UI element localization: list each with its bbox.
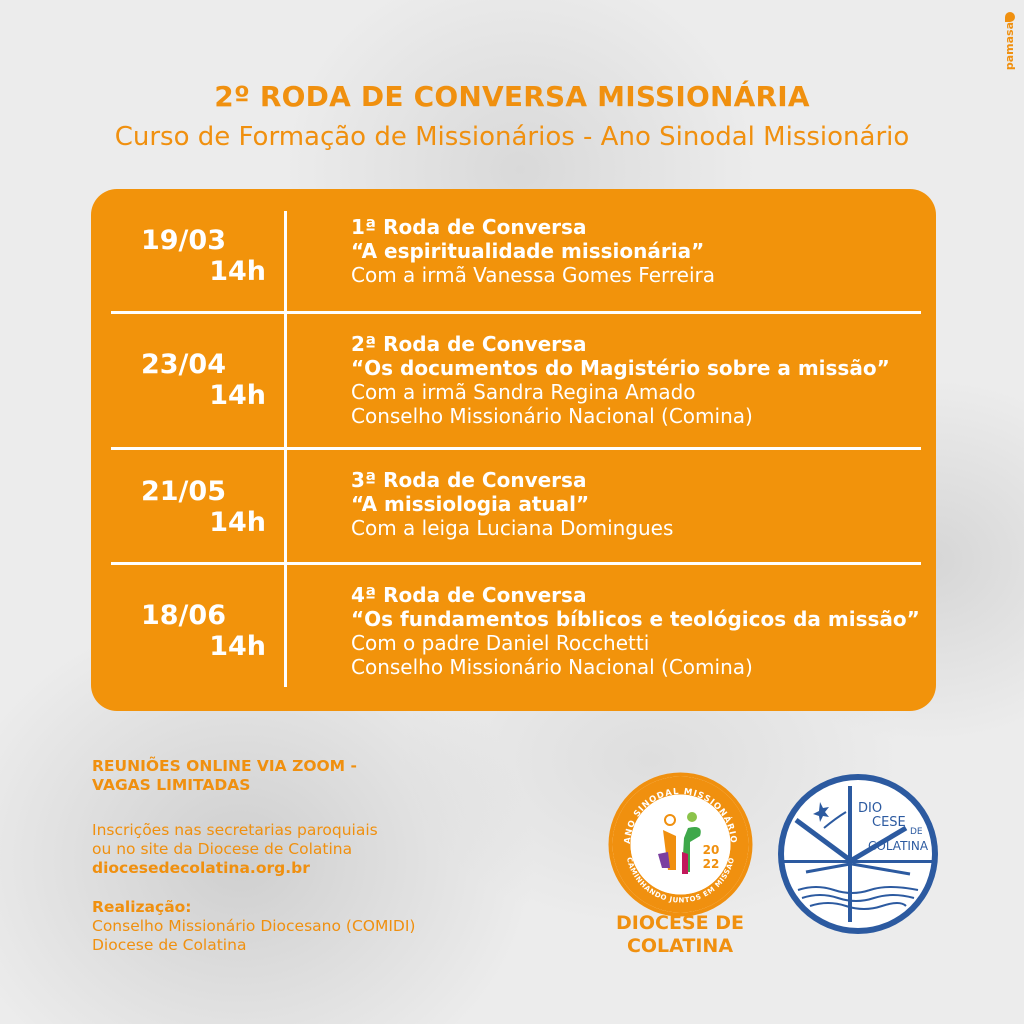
session-name: 2ª Roda de Conversa — [351, 332, 587, 356]
session-name: 3ª Roda de Conversa — [351, 468, 587, 492]
signup-line: Inscrições nas secretarias paroquiais — [92, 821, 378, 839]
session-name: 4ª Roda de Conversa — [351, 583, 587, 607]
session-time: 14h — [209, 507, 266, 538]
schedule-panel — [91, 189, 936, 711]
row-divider — [111, 311, 921, 314]
row-divider — [111, 447, 921, 450]
session-date: 23/04 — [140, 349, 226, 380]
session-date: 18/06 — [140, 600, 226, 631]
ano-sinodal-seal-icon — [608, 772, 753, 917]
seal-year-bottom: 22 — [702, 857, 720, 871]
session-speaker: Com a leiga Luciana Domingues — [351, 516, 674, 540]
session-theme: “Os documentos do Magistério sobre a missão” — [351, 356, 890, 380]
online-notice-line: REUNIÕES ONLINE VIA ZOOM - — [92, 757, 357, 775]
session-theme: “Os fundamentos bíblicos e teológicos da missão” — [351, 607, 920, 631]
realizacao-org: Diocese de Colatina — [92, 936, 247, 954]
seal-year-top: 20 — [702, 843, 720, 857]
session-info — [351, 468, 673, 540]
seal-caption-line: COLATINA — [626, 935, 734, 957]
realizacao-label: Realização: — [92, 898, 192, 916]
session-speaker: Com a irmã Sandra Regina Amado — [351, 380, 696, 404]
logo-text-line: DE — [910, 827, 923, 837]
session-date-time — [136, 349, 266, 411]
session-info — [351, 332, 890, 428]
session-theme: “A espiritualidade missionária” — [351, 239, 705, 263]
online-notice-line: VAGAS LIMITADAS — [92, 776, 251, 794]
session-date-time — [136, 600, 266, 662]
session-org: Conselho Missionário Nacional (Comina) — [351, 404, 753, 428]
session-info — [351, 215, 715, 287]
session-time: 14h — [209, 380, 266, 411]
session-time: 14h — [209, 256, 266, 287]
online-notice — [92, 757, 357, 795]
brand-logo: pamasa — [1003, 22, 1016, 71]
page-subtitle: Curso de Formação de Missionários - Ano Sinodal Missionário — [114, 122, 910, 152]
realizacao-info — [92, 898, 415, 955]
signup-line: ou no site da Diocese de Colatina — [92, 840, 353, 858]
logo-text-line: DIO — [858, 801, 883, 816]
signup-info — [92, 821, 378, 878]
page-title: 2º RODA DE CONVERSA MISSIONÁRIA — [214, 80, 810, 113]
session-org: Conselho Missionário Nacional (Comina) — [351, 655, 753, 679]
session-name: 1ª Roda de Conversa — [351, 215, 587, 239]
brand-mark-icon — [1005, 12, 1015, 22]
session-speaker: Com o padre Daniel Rocchetti — [351, 631, 650, 655]
session-time: 14h — [209, 631, 266, 662]
session-date-time — [136, 476, 266, 538]
session-date: 19/03 — [140, 225, 226, 256]
logo-text-line: COLATINA — [868, 839, 929, 853]
row-divider — [111, 562, 921, 565]
diocese-colatina-logo-icon — [776, 772, 940, 936]
session-speaker: Com a irmã Vanessa Gomes Ferreira — [351, 263, 716, 287]
session-date: 21/05 — [140, 476, 226, 507]
session-theme: “A missiologia atual” — [351, 492, 590, 516]
session-info — [351, 583, 920, 679]
website-link[interactable]: diocesedecolatina.org.br — [92, 859, 310, 877]
seal-bottom-text: CAMINHANDO JUNTOS EM MISSÃO — [624, 856, 737, 905]
session-date-time — [136, 225, 266, 287]
realizacao-org: Conselho Missionário Diocesano (COMIDI) — [92, 917, 416, 935]
seal-top-text: ANO SINODAL MISSIONÁRIO — [622, 786, 739, 845]
logo-text-line: CESE — [872, 815, 906, 830]
seal-caption — [590, 912, 770, 958]
seal-caption-line: DIOCESE DE — [616, 912, 744, 934]
